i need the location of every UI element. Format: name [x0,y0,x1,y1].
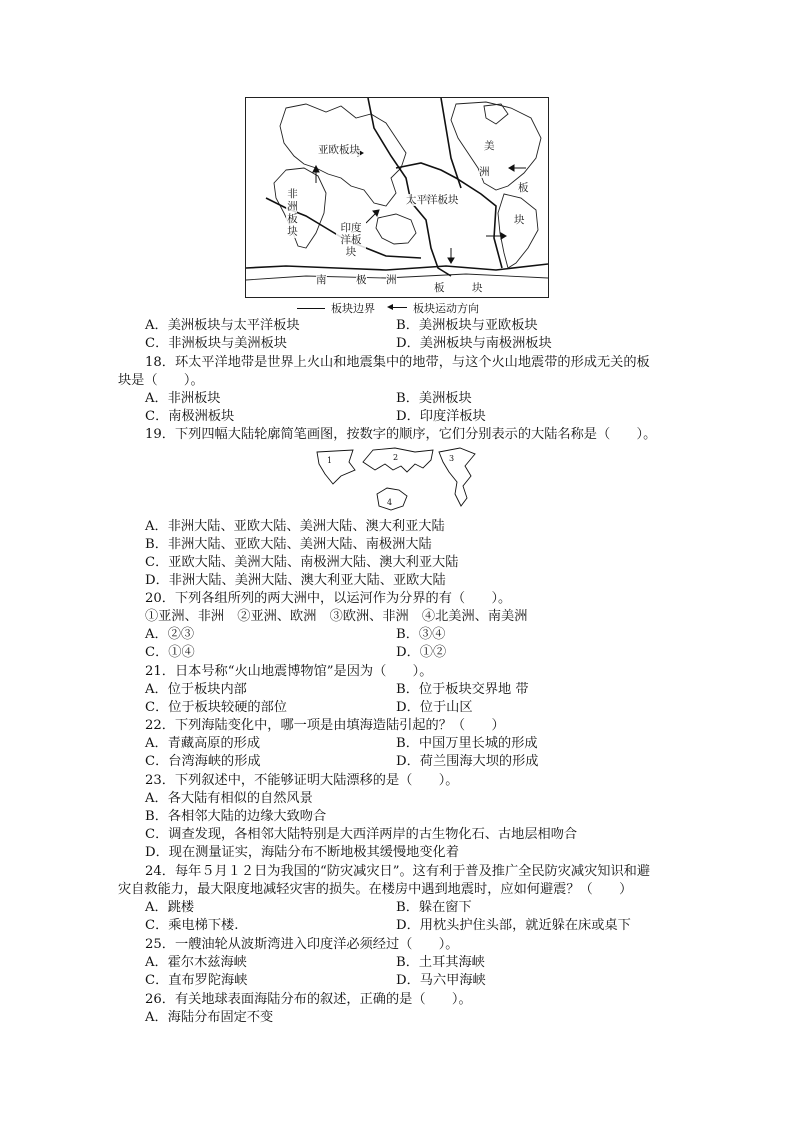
motion-arrow [366,213,376,223]
q19-option-c: C．亚欧大陆、美洲大陆、南极洲大陆、澳大利亚大陆 [145,555,459,570]
boundary-line-icon [297,308,325,309]
q20-choices: ①亚洲、非洲 ②亚洲、欧洲 ③欧洲、非洲 ④北美洲、南美洲 [145,609,528,624]
boundary-west-pacific [368,98,451,276]
sketch-number-2: 2 [393,453,399,462]
map-label-america-2: 洲 [479,166,490,178]
q25-option-c: C．直布罗陀海峡 [145,973,248,988]
q21-option-a: A．位于板块内部 [145,682,247,697]
q20-option-d: D．①② [396,645,447,660]
motion-arrow-head [509,165,514,171]
map-label-america-1: 美 [484,140,495,152]
q17-option-c: C．非洲板块与美洲板块 [145,336,287,351]
q25-option-d: D．马六甲海峡 [396,973,486,988]
q25-option-b: B．土耳其海峡 [396,955,485,970]
q21-option-c: C．位于板块较硬的部位 [145,700,287,715]
q19-continent-sketches [315,444,480,514]
q24-option-b: B．躲在窗下 [396,900,472,915]
q25-option-a: A．霍尔木兹海峡 [145,955,247,970]
q20-option-b: B．③④ [396,627,446,642]
q23-option-c: C．调查发现，各相邻大陆特别是大西洋两岸的古生物化石、古地层相吻合 [145,827,578,842]
motion-arrow-head [501,233,506,239]
q21-option-d: D．位于山区 [396,700,473,715]
motion-arrow-head [448,258,454,263]
map-label-africa: 非洲板块 [286,188,298,238]
q18-option-b: B．美洲板块 [396,391,472,406]
sketch-number-3: 3 [449,454,455,463]
q18-stem-line1: 18．环太平洋地带是世界上火山和地震集中的地带，与这个火山地震带的形成无关的板 [145,355,650,370]
q23-option-d: D．现在测量证实，海陆分布不断地极其缓慢地变化着 [145,845,459,860]
q18-option-a: A．非洲板块 [145,391,221,406]
greenland-outline [484,104,508,124]
map-label-antarctic-3: 洲 [386,274,397,286]
map-label-antarctic-2: 极 [356,274,367,286]
q23-option-b: B．各相邻大陆的边缘大致吻合 [145,809,327,824]
south-america-outline [498,194,538,268]
q25-stem: 25．一艘油轮从波斯湾进入印度洋必须经过（ ）。 [145,937,459,952]
map-label-pacific: 太平洋板块 [406,194,459,206]
map-label-indian: 印度洋板块 [336,222,366,258]
q23-option-a: A．各大陆有相似的自然风景 [145,791,313,806]
continent-1-outline [317,450,355,484]
q24-option-a: A．跳楼 [145,900,195,915]
q21-option-b: B．位于板块交界地 带 [396,682,529,697]
q24-stem-line2: 灾自救能力，最大限度地减轻灾害的损失。在楼房中遇到地震时，应如何避震？（ ） [118,882,633,897]
q22-option-d: D．荷兰围海大坝的形成 [396,754,539,769]
q22-option-c: C．台湾海峡的形成 [145,754,261,769]
q22-option-b: B．中国万里长城的形成 [396,736,538,751]
q20-option-c: C．①④ [145,645,195,660]
map-label-antarctic-1: 南 [316,274,327,286]
africa-outline [274,168,326,248]
q18-stem-line2: 块是（ ）。 [118,373,204,388]
boundary-antarctic [246,264,548,270]
map-label-antarctic-5: 块 [472,282,483,294]
q20-stem: 20．下列各组所列的两大洲中，以运河作为分界的有（ ）。 [145,591,512,606]
q17-option-a: A．美洲板块与太平洋板块 [145,318,300,333]
boundary-east-pacific [396,163,502,268]
australia-outline [376,214,416,244]
map-label-eurasia: 亚欧板块 [318,144,360,156]
map-label-antarctic-4: 板 [434,282,445,294]
q17-option-d: D．美洲板块与南极洲板块 [396,336,552,351]
legend-direction: 板块运动方向 [413,302,479,315]
q26-option-a: A．海陆分布固定不变 [145,1010,274,1025]
q22-stem: 22．下列海陆变化中，哪一项是由填海造陆引起的？（ ） [145,718,505,733]
q19-option-d: D．非洲大陆、美洲大陆、澳大利亚大陆、亚欧大陆 [145,573,446,588]
q22-option-a: A．青藏高原的形成 [145,736,261,751]
sketch-number-4: 4 [387,498,393,507]
q20-option-a: A．②③ [145,627,195,642]
map-label-america-3: 板 [518,182,529,194]
sketch-number-1: 1 [327,456,333,465]
antarctica-outline [246,274,548,280]
north-america-outline [451,102,541,190]
q18-option-c: C．南极洲板块 [145,409,235,424]
q26-stem: 26．有关地球表面海陆分布的叙述，正确的是（ ）。 [145,992,472,1007]
map-label-america-4: 块 [514,214,525,226]
q17-option-b: B．美洲板块与亚欧板块 [396,318,538,333]
q19-option-a: A．非洲大陆、亚欧大陆、美洲大陆、澳大利亚大陆 [145,519,445,534]
plate-map [245,97,549,298]
continent-3-outline [439,448,475,506]
q24-stem-line1: 24．每年５月１２日为我国的“防灾减灾日”。这有利于普及推广全民防灾减灾知识和避 [145,864,651,879]
motion-arrow-icon [387,304,407,312]
q18-option-d: D．印度洋板块 [396,409,486,424]
q23-stem: 23．下列叙述中，不能够证明大陆漂移的是（ ）。 [145,773,459,788]
q21-stem: 21．日本号称“火山地震博物馆”是因为（ ）。 [145,664,433,679]
q24-option-d: D．用枕头护住头部，就近躲在床或桌下 [396,918,631,933]
q24-option-c: C．乘电梯下楼. [145,918,239,933]
map-legend [297,300,479,316]
legend-boundary: 板块边界 [331,302,375,315]
q19-option-b: B．非洲大陆、亚欧大陆、美洲大陆、南极洲大陆 [145,537,432,552]
q19-stem: 19．下列四幅大陆轮廓简笔画图，按数字的顺序，它们分别表示的大陆名称是（ ）。 [145,427,657,442]
